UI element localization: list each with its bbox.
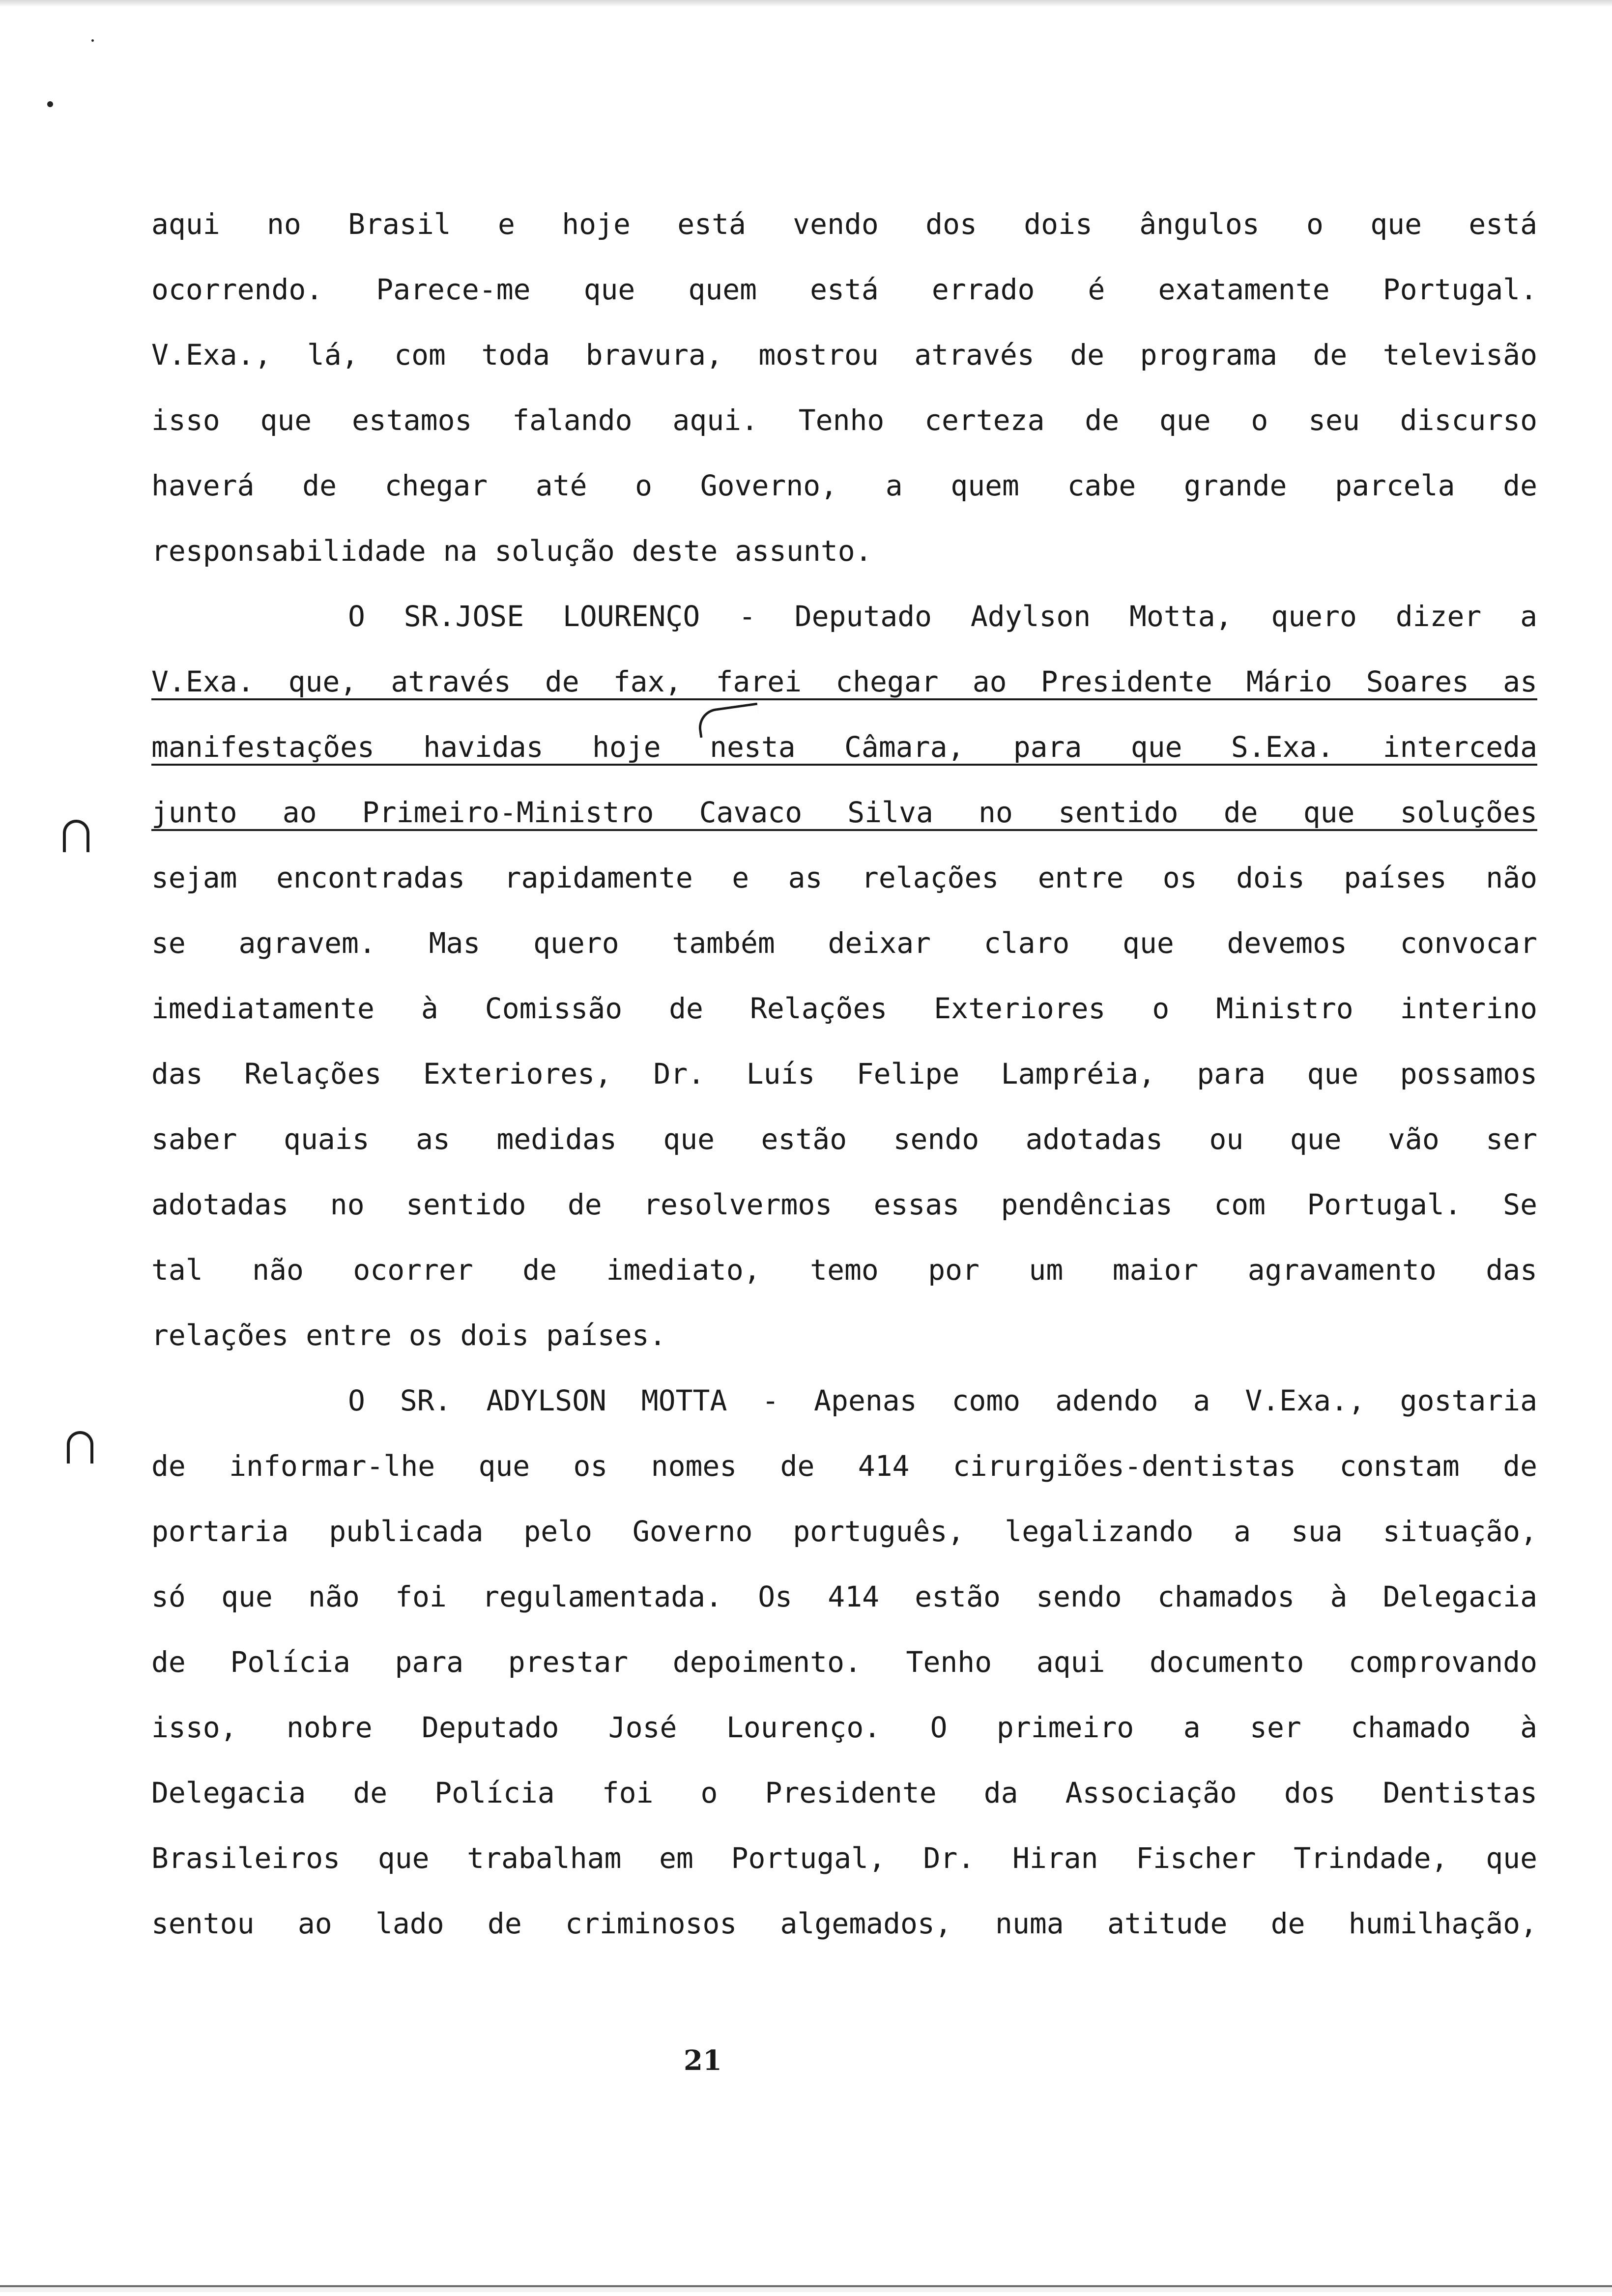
text-line: portaria publicada pelo Governo português, legalizando a sua situação,: [151, 1515, 1537, 1548]
text-line: ocorrendo. Parece-me que quem está errado é exatamente Portugal.: [151, 273, 1537, 306]
text-line: só que não foi regulamentada. Os 414 estão sendo chamados à Delegacia: [151, 1580, 1537, 1613]
text-line: das Relações Exteriores, Dr. Luís Felipe Lampréia, para que possamos: [151, 1057, 1537, 1091]
text-line: Brasileiros que trabalham em Portugal, Dr. Hiran Fischer Trindade, que: [151, 1841, 1537, 1875]
text-line: imediatamente à Comissão de Relações Exteriores o Ministro interino: [151, 992, 1537, 1025]
text-line: se agravem. Mas quero também deixar claro que devemos convocar: [151, 926, 1537, 960]
text-line: de Polícia para prestar depoimento. Tenho aqui documento comprovando: [151, 1645, 1537, 1679]
text-line: manifestações havidas hoje nesta Câmara, para que S.Exa. interceda: [151, 730, 1537, 764]
text-line: relações entre os dois países.: [151, 1319, 666, 1352]
text-line: isso, nobre Deputado José Lourenço. O primeiro a ser chamado à: [151, 1711, 1537, 1744]
text-line: saber quais as medidas que estão sendo adotadas ou que vão ser: [151, 1122, 1537, 1156]
text-line: aqui no Brasil e hoje está vendo dos dois ângulos o que está: [151, 207, 1537, 241]
text-line: responsabilidade na solução deste assunto.: [151, 534, 872, 568]
page-number: 21: [684, 2044, 722, 2077]
text-line: Delegacia de Polícia foi o Presidente da Associação dos Dentistas: [151, 1776, 1537, 1809]
text-line: V.Exa. que, através de fax, farei chegar ao Presidente Mário Soares as: [151, 665, 1537, 698]
speaker-line: O SR.JOSE LOURENÇO - Deputado Adylson Motta, quero dizer a: [348, 600, 1537, 633]
text-line: junto ao Primeiro-Ministro Cavaco Silva no sentido de que soluções: [151, 796, 1537, 829]
text-line: haverá de chegar até o Governo, a quem cabe grande parcela de: [151, 469, 1537, 502]
text-line: isso que estamos falando aqui. Tenho certeza de que o seu discurso: [151, 403, 1537, 437]
text-line: sejam encontradas rapidamente e as relações entre os dois países não: [151, 861, 1537, 894]
punch-hole-mark: [67, 1431, 93, 1464]
scan-speck: [47, 101, 53, 107]
punch-hole-mark: [63, 820, 89, 852]
scan-top-edge: [0, 0, 1612, 7]
text-line: de informar-lhe que os nomes de 414 cirurgiões-dentistas constam de: [151, 1449, 1537, 1483]
document-body: [151, 192, 1537, 1956]
text-line: V.Exa., lá, com toda bravura, mostrou através de programa de televisão: [151, 338, 1537, 372]
text-line: sentou ao lado de criminosos algemados, numa atitude de humilhação,: [151, 1907, 1537, 1940]
text-line: tal não ocorrer de imediato, temo por um maior agravamento das: [151, 1253, 1537, 1287]
scan-speck: [91, 39, 94, 42]
text-line: adotadas no sentido de resolvermos essas pendências com Portugal. Se: [151, 1188, 1537, 1221]
speaker-line: O SR. ADYLSON MOTTA - Apenas como adendo a V.Exa., gostaria: [348, 1384, 1537, 1417]
scan-bottom-edge: [0, 2285, 1612, 2292]
